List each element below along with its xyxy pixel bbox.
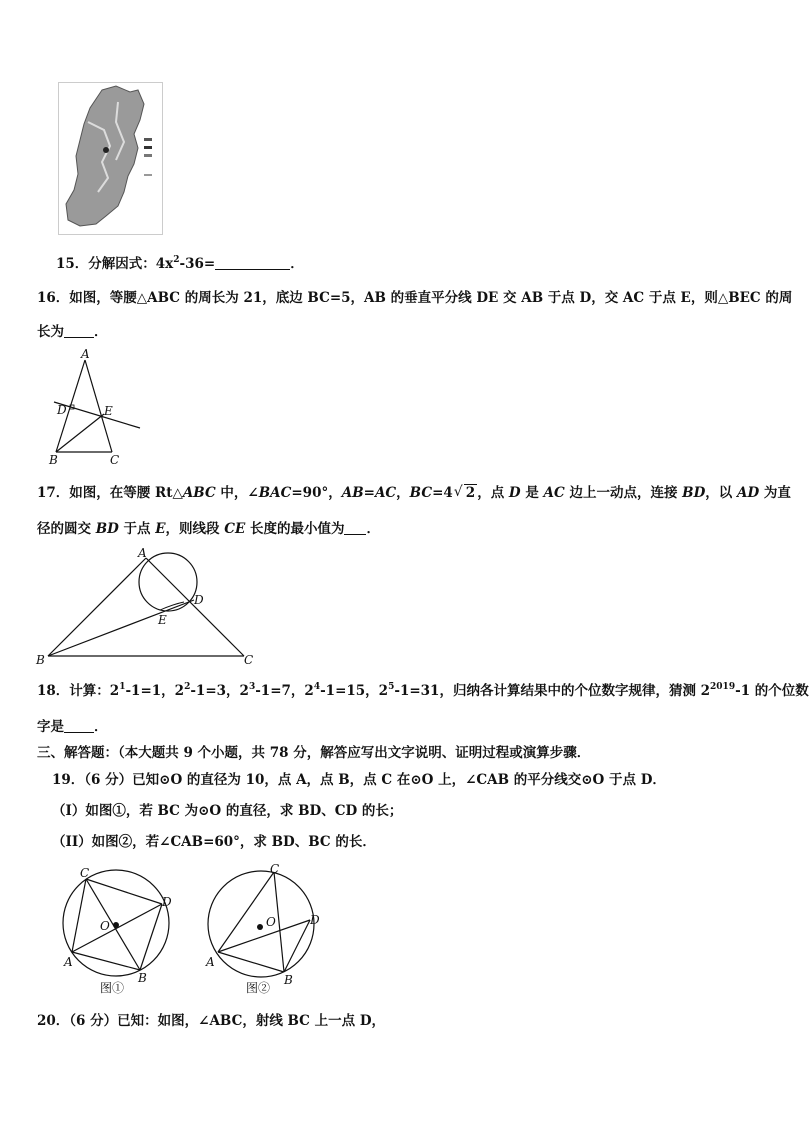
q17-line2: 径的圆交 BD 于点 E，则线段 CE 长度的最小值为 ． xyxy=(37,521,380,537)
q16-label-D: D xyxy=(57,403,67,417)
q17-answer-blank[interactable] xyxy=(344,521,366,535)
q18-line2: 字是 ． xyxy=(37,719,108,735)
q16-label-A: A xyxy=(81,347,90,361)
q19-part1: （I）如图①，若 BC 为⊙O 的直径，求 BD、CD 的长； xyxy=(52,803,403,819)
q16-label-E: E xyxy=(104,404,113,418)
q17-label-B: B xyxy=(36,653,45,667)
q16-line2: 长为 ． xyxy=(37,324,108,340)
fig1-label-O: O xyxy=(100,919,110,933)
q16-figure xyxy=(48,346,146,468)
q16-answer-blank[interactable] xyxy=(64,324,94,338)
q15-answer-blank[interactable] xyxy=(215,256,290,270)
q19-stem: 19．（6 分）已知⊙O 的直径为 10，点 A，点 B，点 C 在⊙O 上，∠CAB 的平分线交⊙O 于点 D． xyxy=(52,772,666,788)
q17-label-D: D xyxy=(194,593,204,607)
map-image xyxy=(58,82,164,236)
q16-line1: 16．如图，等腰△ABC 的周长为 21，底边 BC=5，AB 的垂直平分线 DE 交 AB 于点 D，交 AC 于点 E，则△BEC 的周 xyxy=(37,290,793,306)
q19-figure-1 xyxy=(56,862,182,998)
q16-label-B: B xyxy=(49,453,58,467)
fig1-caption: 图① xyxy=(100,981,125,995)
fig2-label-C: C xyxy=(270,862,280,876)
fig2-label-B: B xyxy=(284,973,293,987)
fig1-label-B: B xyxy=(138,971,147,985)
q17-line1: 17．如图，在等腰 Rt△ABC 中，∠BAC=90°，AB=AC，BC=4 √ 2 ，点 D 是 AC 边上一动点，连接 BD，以 AD 为直 xyxy=(37,484,791,501)
q20-text: 20．（6 分）已知：如图，∠ABC，射线 BC 上一点 D， xyxy=(37,1013,386,1029)
q16-label-C: C xyxy=(110,453,120,467)
fig2-label-O: O xyxy=(266,915,276,929)
q19-figure-2 xyxy=(200,862,326,998)
fig2-label-A: A xyxy=(206,955,215,969)
fig1-label-C: C xyxy=(80,866,90,880)
q17-label-A: A xyxy=(138,546,147,560)
q17-figure xyxy=(34,544,266,670)
q15-text: 15．分解因式：$4x^2-36=$ ． xyxy=(56,255,304,272)
sqrt-symbol: √ 2 xyxy=(453,484,476,501)
q18-answer-blank[interactable] xyxy=(64,719,94,733)
q19-part2: （II）如图②，若∠CAB=60°，求 BD、BC 的长． xyxy=(52,834,376,850)
fig2-caption: 图② xyxy=(246,981,271,995)
q18-line1: 18．计算：$2^1-1=1$，$2^2-1=3$，$2^3-1=7$，$2^4-1=15$，$2^5-1=31$，归纳各计算结果中的个位数字规律，猜测 $2^{2019}-1$ 的个位数 xyxy=(37,682,809,699)
fig2-label-D: D xyxy=(310,913,320,927)
section-three-heading: 三、解答题：（本大题共 9 个小题，共 78 分，解答应写出文字说明、证明过程或演算步骤． xyxy=(37,745,591,761)
q17-label-E: E xyxy=(158,613,167,627)
q17-label-C: C xyxy=(244,653,254,667)
fig1-label-D: D xyxy=(162,895,172,909)
fig1-label-A: A xyxy=(64,955,73,969)
